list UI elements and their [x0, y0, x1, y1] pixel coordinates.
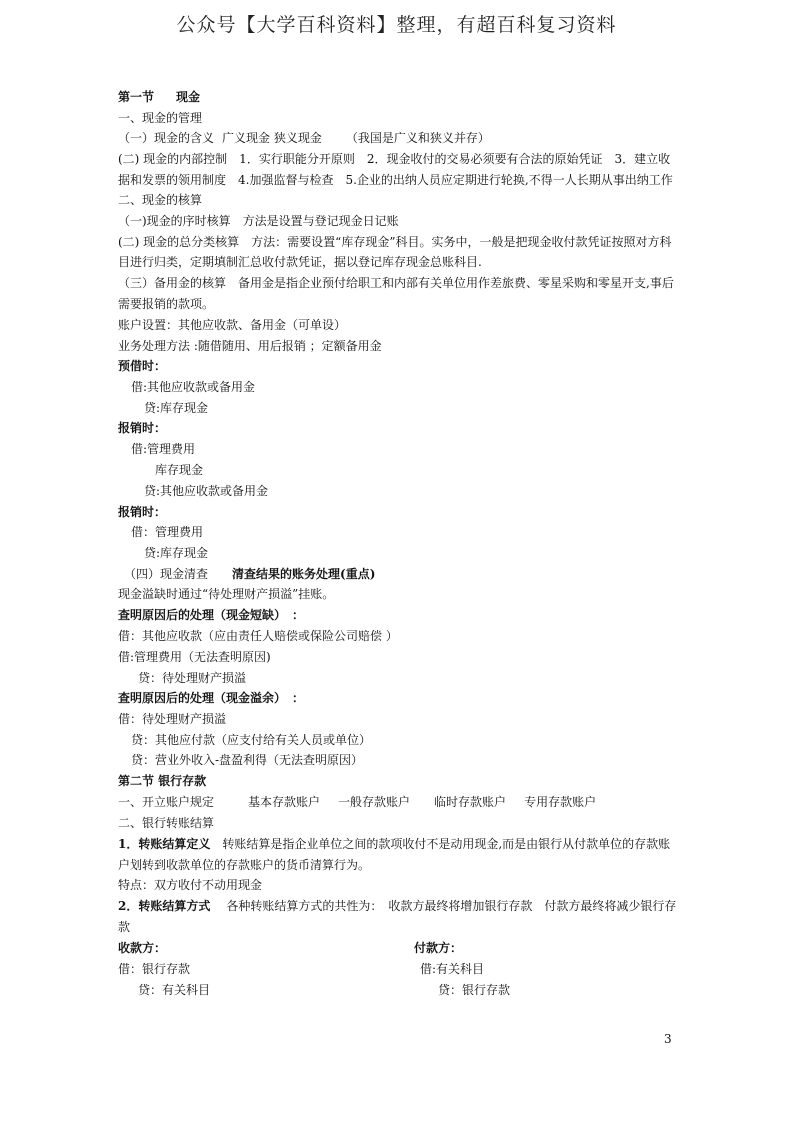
text-line: 贷:库存现金 [144, 546, 209, 560]
text-fragment: 2．转账结算方式 [118, 899, 211, 913]
text-line [118, 130, 490, 146]
text-line: 户划转到收款单位的存款账户的货币清算行为。 [118, 858, 371, 872]
text-line: 借:有关科目 [420, 962, 485, 976]
text-line: 贷：待处理财产损溢 [138, 671, 247, 685]
text-line: 贷:其他应收款或备用金 [144, 484, 269, 498]
section-title-2: 第二节 银行存款 [118, 774, 207, 788]
text-fragment: 专用存款账户 [524, 795, 597, 809]
text-fragment: （一）现金的含义 [118, 131, 215, 145]
text-line [118, 794, 596, 810]
subheading: 查明原因后的处理（现金短缺） ： [118, 608, 305, 622]
text-line: 借：银行存款 [118, 962, 191, 976]
subheading: 报销时： [118, 421, 167, 435]
text-line: 贷:库存现金 [144, 401, 209, 415]
text-line: 一、现金的管理 [118, 111, 203, 125]
text-line: 借：待处理财产损溢 [118, 712, 227, 726]
text-line [124, 566, 375, 582]
text-fragment: （我国是广义和狭义并存） [345, 131, 490, 145]
section-title-1 [118, 89, 200, 105]
text-line: 业务处理方法 :随借随用、用后报销 ；定额备用金 [118, 339, 382, 353]
text-line: 据和发票的领用制度 4.加强监督与检查 5.企业的出纳人员应定期进行轮换,不得一人长期从事出纳工作 [118, 173, 673, 187]
text-line: (二) 现金的内部控制 1．实行职能分开原则 2．现金收付的交易必须要有合法的原始凭证 3．建立收 [118, 152, 671, 166]
text-line: 二、现金的核算 [118, 193, 203, 207]
text-fragment: 转账结算是指企业单位之间的款项收付不是动用现金,而是由银行从付款单位的存款账 [222, 837, 671, 851]
subheading: 预借时： [118, 359, 167, 373]
text-line: (二) 现金的总分类核算 方法：需要设置“库存现金”科目。实务中，一般是把现金收付款凭证按照对方科 [118, 235, 672, 249]
text-line [118, 898, 676, 914]
page-header: 公众号【大学百科资料】整理，有超百科复习资料 [176, 14, 617, 36]
text-line: 库存现金 [155, 463, 204, 477]
text-line: 贷：银行存款 [438, 983, 511, 997]
text-line [118, 836, 670, 852]
text-line: 借:其他应收款或备用金 [131, 380, 256, 394]
text-line: 贷：营业外收入-盘盈利得（无法查明原因） [131, 753, 364, 767]
text-line: 现金溢缺时通过“待处理财产损溢”挂账。 [118, 587, 335, 601]
text-line: 账户设置：其他应收款、备用金（可单设） [118, 318, 347, 332]
text-line: 二、银行转账结算 [118, 816, 215, 830]
text-line: 贷：其他应付款（应支付给有关人员或单位） [131, 733, 372, 747]
text-fragment: 清查结果的账务处理(重点) [232, 567, 376, 581]
subheading: 报销时： [118, 505, 167, 519]
text-line: 款 [118, 920, 131, 934]
text-line: 贷：有关科目 [138, 983, 211, 997]
text-fragment: 临时存款账户 [434, 795, 507, 809]
text-fragment: 各种转账结算方式的共性为： 收款方最终将增加银行存款 付款方最终将减少银行存 [226, 899, 677, 913]
text-fragment: 一般存款账户 [338, 795, 411, 809]
text-line: （三）备用金的核算 备用金是指企业预付给职工和内部有关单位用作差旅费、零星采购和零星开支,事后 [118, 276, 674, 290]
text-line: 目进行归类，定期填制汇总收付款凭证，据以登记库存现金总账科目. [118, 255, 482, 269]
text-line: （一)现金的序时核算 方法是设置与登记现金日记账 [118, 214, 399, 228]
text-line: 借：其他应收款（应由责任人赔偿或保险公司赔偿 ） [118, 629, 398, 643]
text-line: 借：管理费用 [131, 525, 204, 539]
text-fragment: 基本存款账户 [248, 795, 321, 809]
section-number: 第一节 [118, 90, 155, 104]
text-fragment: （四）现金清查 [124, 567, 209, 581]
text-line: 借:管理费用（无法查明原因) [118, 650, 271, 664]
page-number: 3 [664, 1032, 672, 1046]
text-line: 需要报销的款项。 [118, 297, 215, 311]
text-line: 借:管理费用 [131, 442, 196, 456]
section-name: 现金 [176, 90, 201, 104]
text-fragment: 广义现金 狭义现金 [222, 131, 322, 145]
subheading: 收款方： [118, 941, 167, 955]
text-fragment: 1．转账结算定义 [118, 837, 211, 851]
text-fragment: 一、开立账户规定 [118, 795, 215, 809]
subheading: 付款方： [414, 941, 463, 955]
subheading: 查明原因后的处理（现金溢余） ： [118, 691, 305, 705]
text-line: 特点：双方收付不动用现金 [118, 878, 263, 892]
